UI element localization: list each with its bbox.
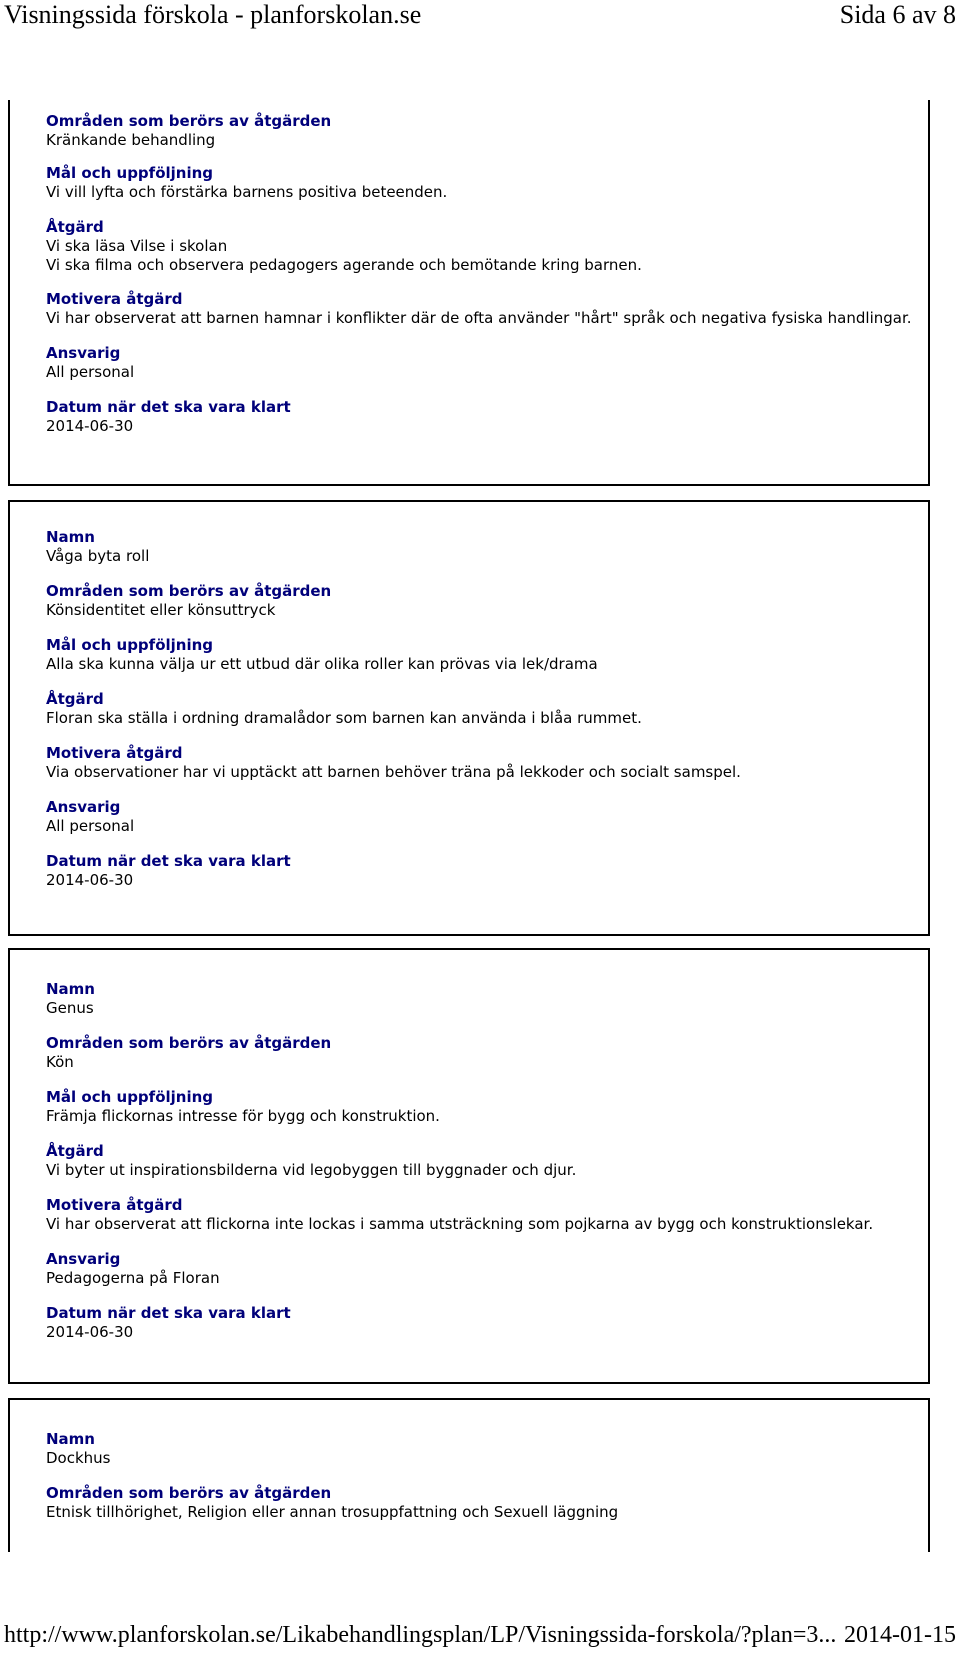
due-date-label: Datum när det ska vara klart <box>46 852 291 870</box>
document-title: Visningssida förskola - planforskolan.se <box>4 0 422 29</box>
areas-value: Kränkande behandling <box>46 131 216 149</box>
goals-value: Vi vill lyfta och förstärka barnens positiva beteenden. <box>46 183 448 201</box>
action-label: Åtgärd <box>46 690 104 708</box>
goals-field <box>46 164 920 202</box>
motivation-label: Motivera åtgärd <box>46 290 183 308</box>
areas-label: Områden som berörs av åtgärden <box>46 582 332 600</box>
name-label: Namn <box>46 528 95 546</box>
action-label: Åtgärd <box>46 218 104 236</box>
motivation-label: Motivera åtgärd <box>46 1196 183 1214</box>
action-block <box>8 1398 930 1552</box>
responsible-field <box>46 344 920 382</box>
due-date-field <box>46 1304 920 1342</box>
due-date-label: Datum när det ska vara klart <box>46 1304 291 1322</box>
action-value: Vi byter ut inspirationsbilderna vid legobyggen till byggnader och djur. <box>46 1161 577 1179</box>
responsible-field <box>46 798 920 836</box>
areas-label: Områden som berörs av åtgärden <box>46 1484 332 1502</box>
areas-label: Områden som berörs av åtgärden <box>46 1034 332 1052</box>
action-value: Vi ska läsa Vilse i skolan Vi ska filma och observera pedagogers agerande och bemötande kring barnen. <box>46 237 642 274</box>
areas-field <box>46 112 920 150</box>
motivation-field <box>46 744 920 782</box>
name-value: Dockhus <box>46 1449 111 1467</box>
page-header <box>0 0 960 40</box>
responsible-value: All personal <box>46 363 135 381</box>
name-field <box>46 980 920 1018</box>
areas-field <box>46 1484 920 1522</box>
areas-value: Kön <box>46 1053 74 1071</box>
areas-field <box>46 582 920 620</box>
page-indicator: Sida 6 av 8 <box>839 0 956 29</box>
goals-value: Främja flickornas intresse för bygg och konstruktion. <box>46 1107 440 1125</box>
responsible-label: Ansvarig <box>46 798 121 816</box>
name-field <box>46 1430 920 1468</box>
areas-value: Etnisk tillhörighet, Religion eller annan trosuppfattning och Sexuell läggning <box>46 1503 619 1521</box>
motivation-field <box>46 290 920 328</box>
motivation-field <box>46 1196 920 1234</box>
name-value: Våga byta roll <box>46 547 150 565</box>
responsible-label: Ansvarig <box>46 1250 121 1268</box>
action-block <box>8 500 930 936</box>
responsible-label: Ansvarig <box>46 344 121 362</box>
motivation-value: Vi har observerat att barnen hamnar i konflikter där de ofta använder "hårt" språk och negativa fysiska handlingar. <box>46 309 912 327</box>
action-field <box>46 1142 920 1180</box>
due-date-value: 2014-06-30 <box>46 417 134 435</box>
goals-label: Mål och uppföljning <box>46 1088 214 1106</box>
responsible-value: All personal <box>46 817 135 835</box>
action-field <box>46 690 920 728</box>
due-date-value: 2014-06-30 <box>46 871 134 889</box>
areas-field <box>46 1034 920 1072</box>
responsible-field <box>46 1250 920 1288</box>
name-field <box>46 528 920 566</box>
name-label: Namn <box>46 980 95 998</box>
goals-label: Mål och uppföljning <box>46 164 214 182</box>
due-date-value: 2014-06-30 <box>46 1323 134 1341</box>
responsible-value: Pedagogerna på Floran <box>46 1269 220 1287</box>
areas-label: Områden som berörs av åtgärden <box>46 112 332 130</box>
action-block <box>8 948 930 1384</box>
action-block <box>8 100 930 486</box>
action-label: Åtgärd <box>46 1142 104 1160</box>
areas-value: Könsidentitet eller könsuttryck <box>46 601 276 619</box>
name-label: Namn <box>46 1430 95 1448</box>
motivation-label: Motivera åtgärd <box>46 744 183 762</box>
due-date-label: Datum när det ska vara klart <box>46 398 291 416</box>
name-value: Genus <box>46 999 94 1017</box>
due-date-field <box>46 852 920 890</box>
page-footer <box>0 1622 960 1654</box>
page-url: http://www.planforskolan.se/Likabehandlingsplan/LP/Visningssida-forskola/?plan=3... <box>4 1622 837 1648</box>
due-date-field <box>46 398 920 436</box>
action-value: Floran ska ställa i ordning dramalådor som barnen kan använda i blåa rummet. <box>46 709 642 727</box>
action-field <box>46 218 920 275</box>
goals-field <box>46 636 920 674</box>
goals-field <box>46 1088 920 1126</box>
motivation-value: Vi har observerat att flickorna inte lockas i samma utsträckning som pojkarna av bygg och konstruktionslekar. <box>46 1215 874 1233</box>
goals-value: Alla ska kunna välja ur ett utbud där olika roller kan prövas via lek/drama <box>46 655 598 673</box>
motivation-value: Via observationer har vi upptäckt att barnen behöver träna på lekkoder och socialt samspel. <box>46 763 741 781</box>
goals-label: Mål och uppföljning <box>46 636 214 654</box>
print-date: 2014-01-15 <box>844 1622 956 1648</box>
